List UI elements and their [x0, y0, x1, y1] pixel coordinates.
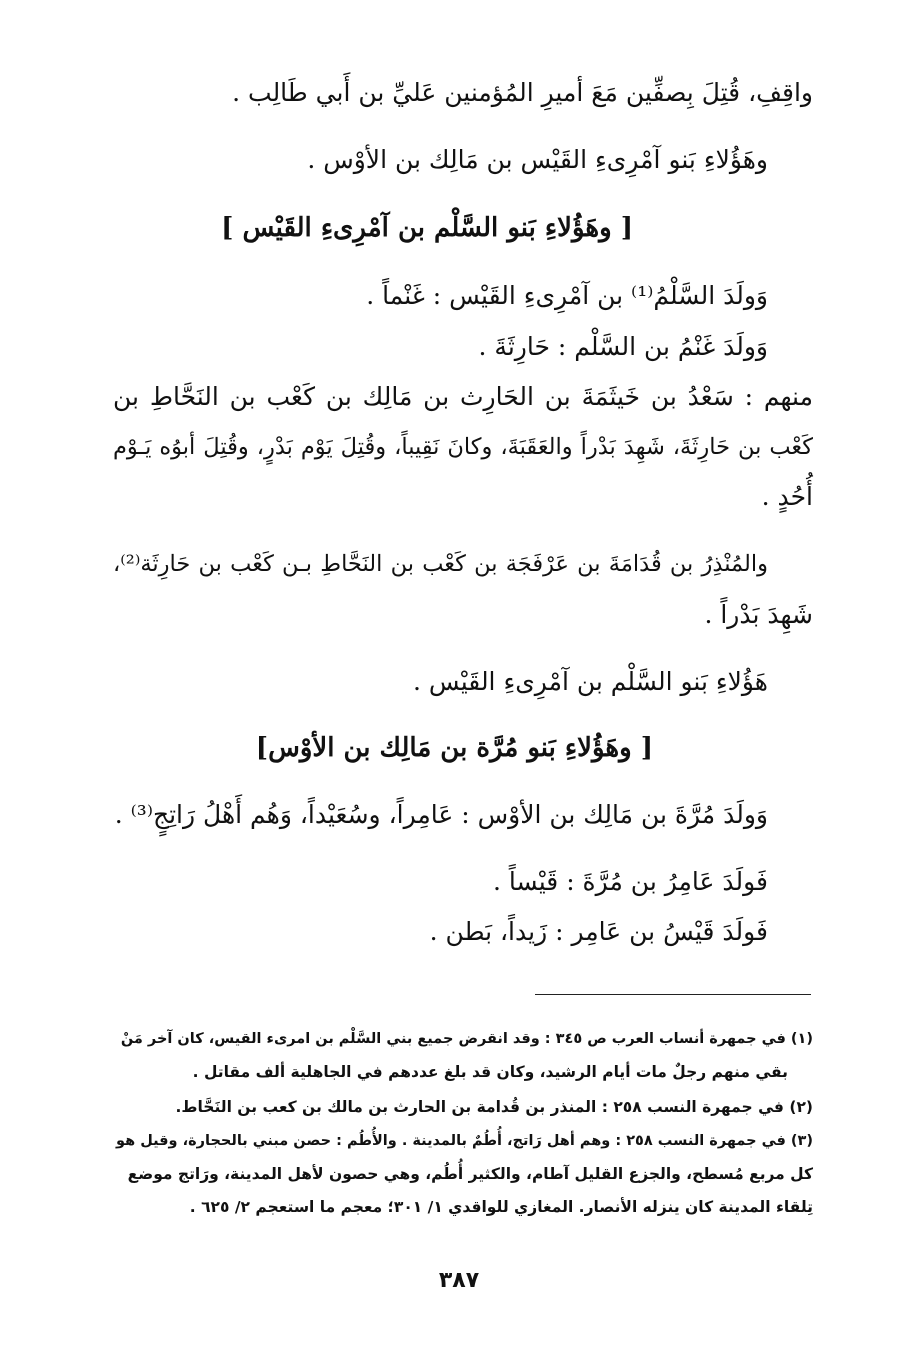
footnote-line: تِلقاء المدينة كان ينزله الأنصار. المغازي للواقدي ١/ ٣٠١؛ معجم ما استعجم ٢/ ٦٢٥ .: [189, 1198, 813, 1216]
footnote-line: كل مربع مُسطح، والجزع القليل آطام، والكثير أُطُم، وهي حصون لأهل المدينة، ورَاتج موضع: [127, 1165, 813, 1183]
footnote-line: بقي منهم رجلٌ مات أيام الرشيد، وكان قد بلغ عددهم في الجاهلية ألف مقاتل .: [192, 1063, 788, 1081]
text-line: واقِفِ، قُتِلَ بِصفِّين مَعَ أميرِ المُؤمنين عَليِّ بن أَبي طَالِب .: [232, 78, 813, 107]
page-number: ٣٨٧: [438, 1268, 480, 1293]
text-line: شَهِدَ بَدْراً .: [704, 600, 813, 629]
text-line: والمُنْذِرُ بن قُدَامَةَ بن عَرْفَجَة بن كَعْب بن النَحَّاطِ بـن كَعْب بن حَارِثَة⁽²⁾،: [113, 551, 768, 577]
text-line: فَولَدَ عَامِرُ بن مُرَّةَ : قَيْساً .: [492, 867, 768, 896]
text-line: أُحُدٍ .: [761, 482, 813, 511]
text-line: وهَؤُلاءِ بَنو آمْرِىءِ القَيْس بن مَالِك بن الأوْس .: [307, 145, 768, 174]
text-line: كَعْب بن حَارِثَةَ، شَهِدَ بَدْراً والعَقَبَةَ، وكانَ نَقِيباً، وقُتِلَ يَوْم بَدْرٍ، وقُتِلَ أبوُه يَـوْم: [113, 434, 813, 460]
footnote-line: (٣) في جمهرة النسب ٢٥٨ : وهم أهل رَاتج، أُطُمٌ بالمدينة . والأُطُم : حصن مبني بالحجارة، وقيل هو: [116, 1133, 813, 1149]
text-line: وَولَدَ غَنْمُ بن السَّلْم : حَارِثَةَ .: [478, 332, 768, 361]
footnote-separator: [535, 994, 811, 995]
section-heading: [ وهَؤُلاءِ بَنو مُرَّة بن مَالِك بن الأوْس]: [255, 733, 653, 763]
text-line: وَولَدَ السَّلْمُ⁽¹⁾ بن آمْرِىءِ القَيْس : غَنْماً .: [366, 281, 768, 310]
text-line: منهم : سَعْدُ بن خَيثَمَةَ بن الحَارِث بن مَالِك بن كَعْب بن النَحَّاطِ بن: [113, 382, 813, 411]
text-line: هَؤُلاءِ بَنو السَّلْم بن آمْرِىءِ القَيْس .: [412, 667, 768, 696]
section-heading: [ وهَؤُلاءِ بَنو السَّلْم بن آمْرِىءِ القَيْس ]: [221, 213, 633, 243]
text-line: فَولَدَ قَيْسُ بن عَامِر : زَيداً، بَطن .: [429, 917, 768, 946]
footnote-line: (٢) في جمهرة النسب ٢٥٨ : المنذر بن قُدامة بن الحارث بن مالك بن كعب بن النَحَّاط.: [175, 1098, 813, 1116]
footnote-line: (١) في جمهرة أنساب العرب ص ٣٤٥ : وقد انقرض جميع بني السَّلْم بن امرىء القيس، كان آخر مَنْ: [120, 1031, 813, 1047]
text-line: وَولَدَ مُرَّةَ بن مَالِك بن الأوْس : عَامِراً، وسُعَيْداً، وَهُم أَهْلُ رَاتِجٍ⁽³⁾ .: [114, 800, 768, 829]
